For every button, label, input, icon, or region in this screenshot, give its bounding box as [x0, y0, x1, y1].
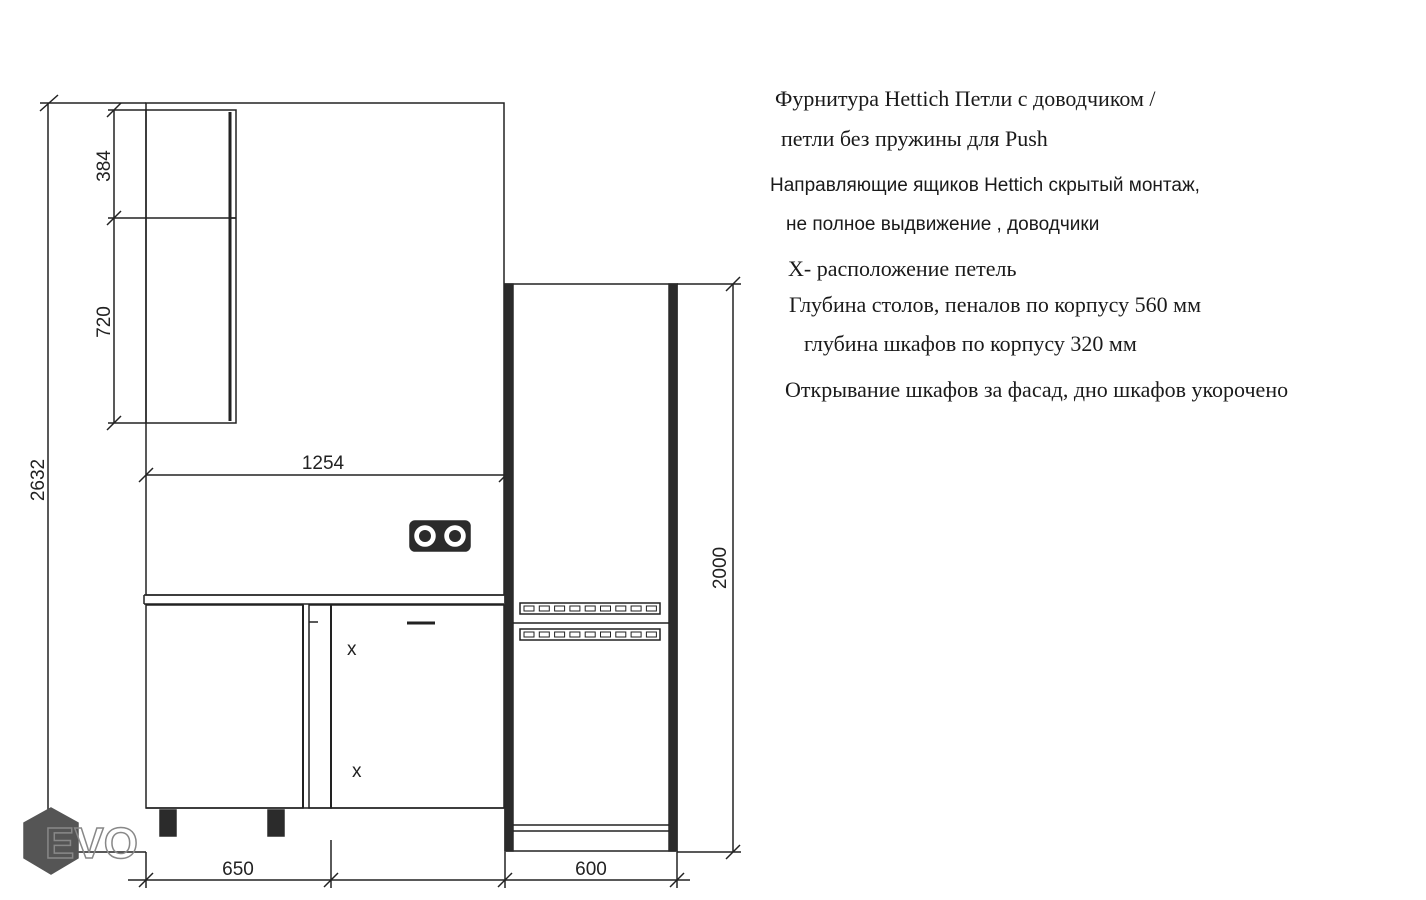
cabinet-leg-right	[268, 810, 284, 836]
note-drawers-line2: не полное выдвижение , доводчики	[786, 214, 1100, 235]
dimension-total-height: 2632	[28, 458, 49, 502]
fridge-column	[505, 284, 677, 851]
hinge-marker-top: x	[347, 639, 357, 660]
total-height-dimension-line	[40, 95, 146, 860]
base-cabinet-left	[146, 605, 303, 808]
evo-logo-text: EVO	[45, 819, 138, 868]
dimension-upper-main: 720	[94, 306, 115, 338]
upper-wall-cabinet	[146, 110, 236, 423]
hinge-marker-bottom: x	[352, 761, 362, 782]
note-depth-tables: Глубина столов, пеналов по корпусу 560 мм	[789, 292, 1201, 317]
dimension-tall-height: 2000	[710, 546, 731, 590]
note-drawers-line1: Направляющие ящиков Hettich скрытый монтаж,	[770, 175, 1200, 196]
dimension-tall-width: 600	[575, 859, 607, 880]
note-depth-cabinets: глубина шкафов по корпусу 320 мм	[804, 331, 1137, 356]
dimension-wall-width: 1254	[301, 453, 345, 474]
fridge-handle-upper	[520, 603, 660, 614]
evo-logo	[24, 808, 138, 874]
cabinet-leg-left	[160, 810, 176, 836]
fridge-handle-lower	[520, 629, 660, 640]
note-hinge-legend: X- расположение петель	[788, 256, 1017, 281]
base-cabinet-right	[309, 605, 504, 808]
note-hardware-line1: Фурнитура Hettich Петли с доводчиком /	[775, 86, 1156, 111]
dimension-upper-top: 384	[94, 150, 115, 182]
countertop	[144, 595, 504, 604]
note-hardware-line2: петли без пружины для Push	[781, 126, 1048, 151]
note-opening: Открывание шкафов за фасад, дно шкафов укорочено	[785, 377, 1289, 402]
double-socket-icon	[410, 521, 470, 551]
tall-height-dimension-line	[677, 277, 741, 859]
dimension-base-width: 650	[222, 859, 254, 880]
